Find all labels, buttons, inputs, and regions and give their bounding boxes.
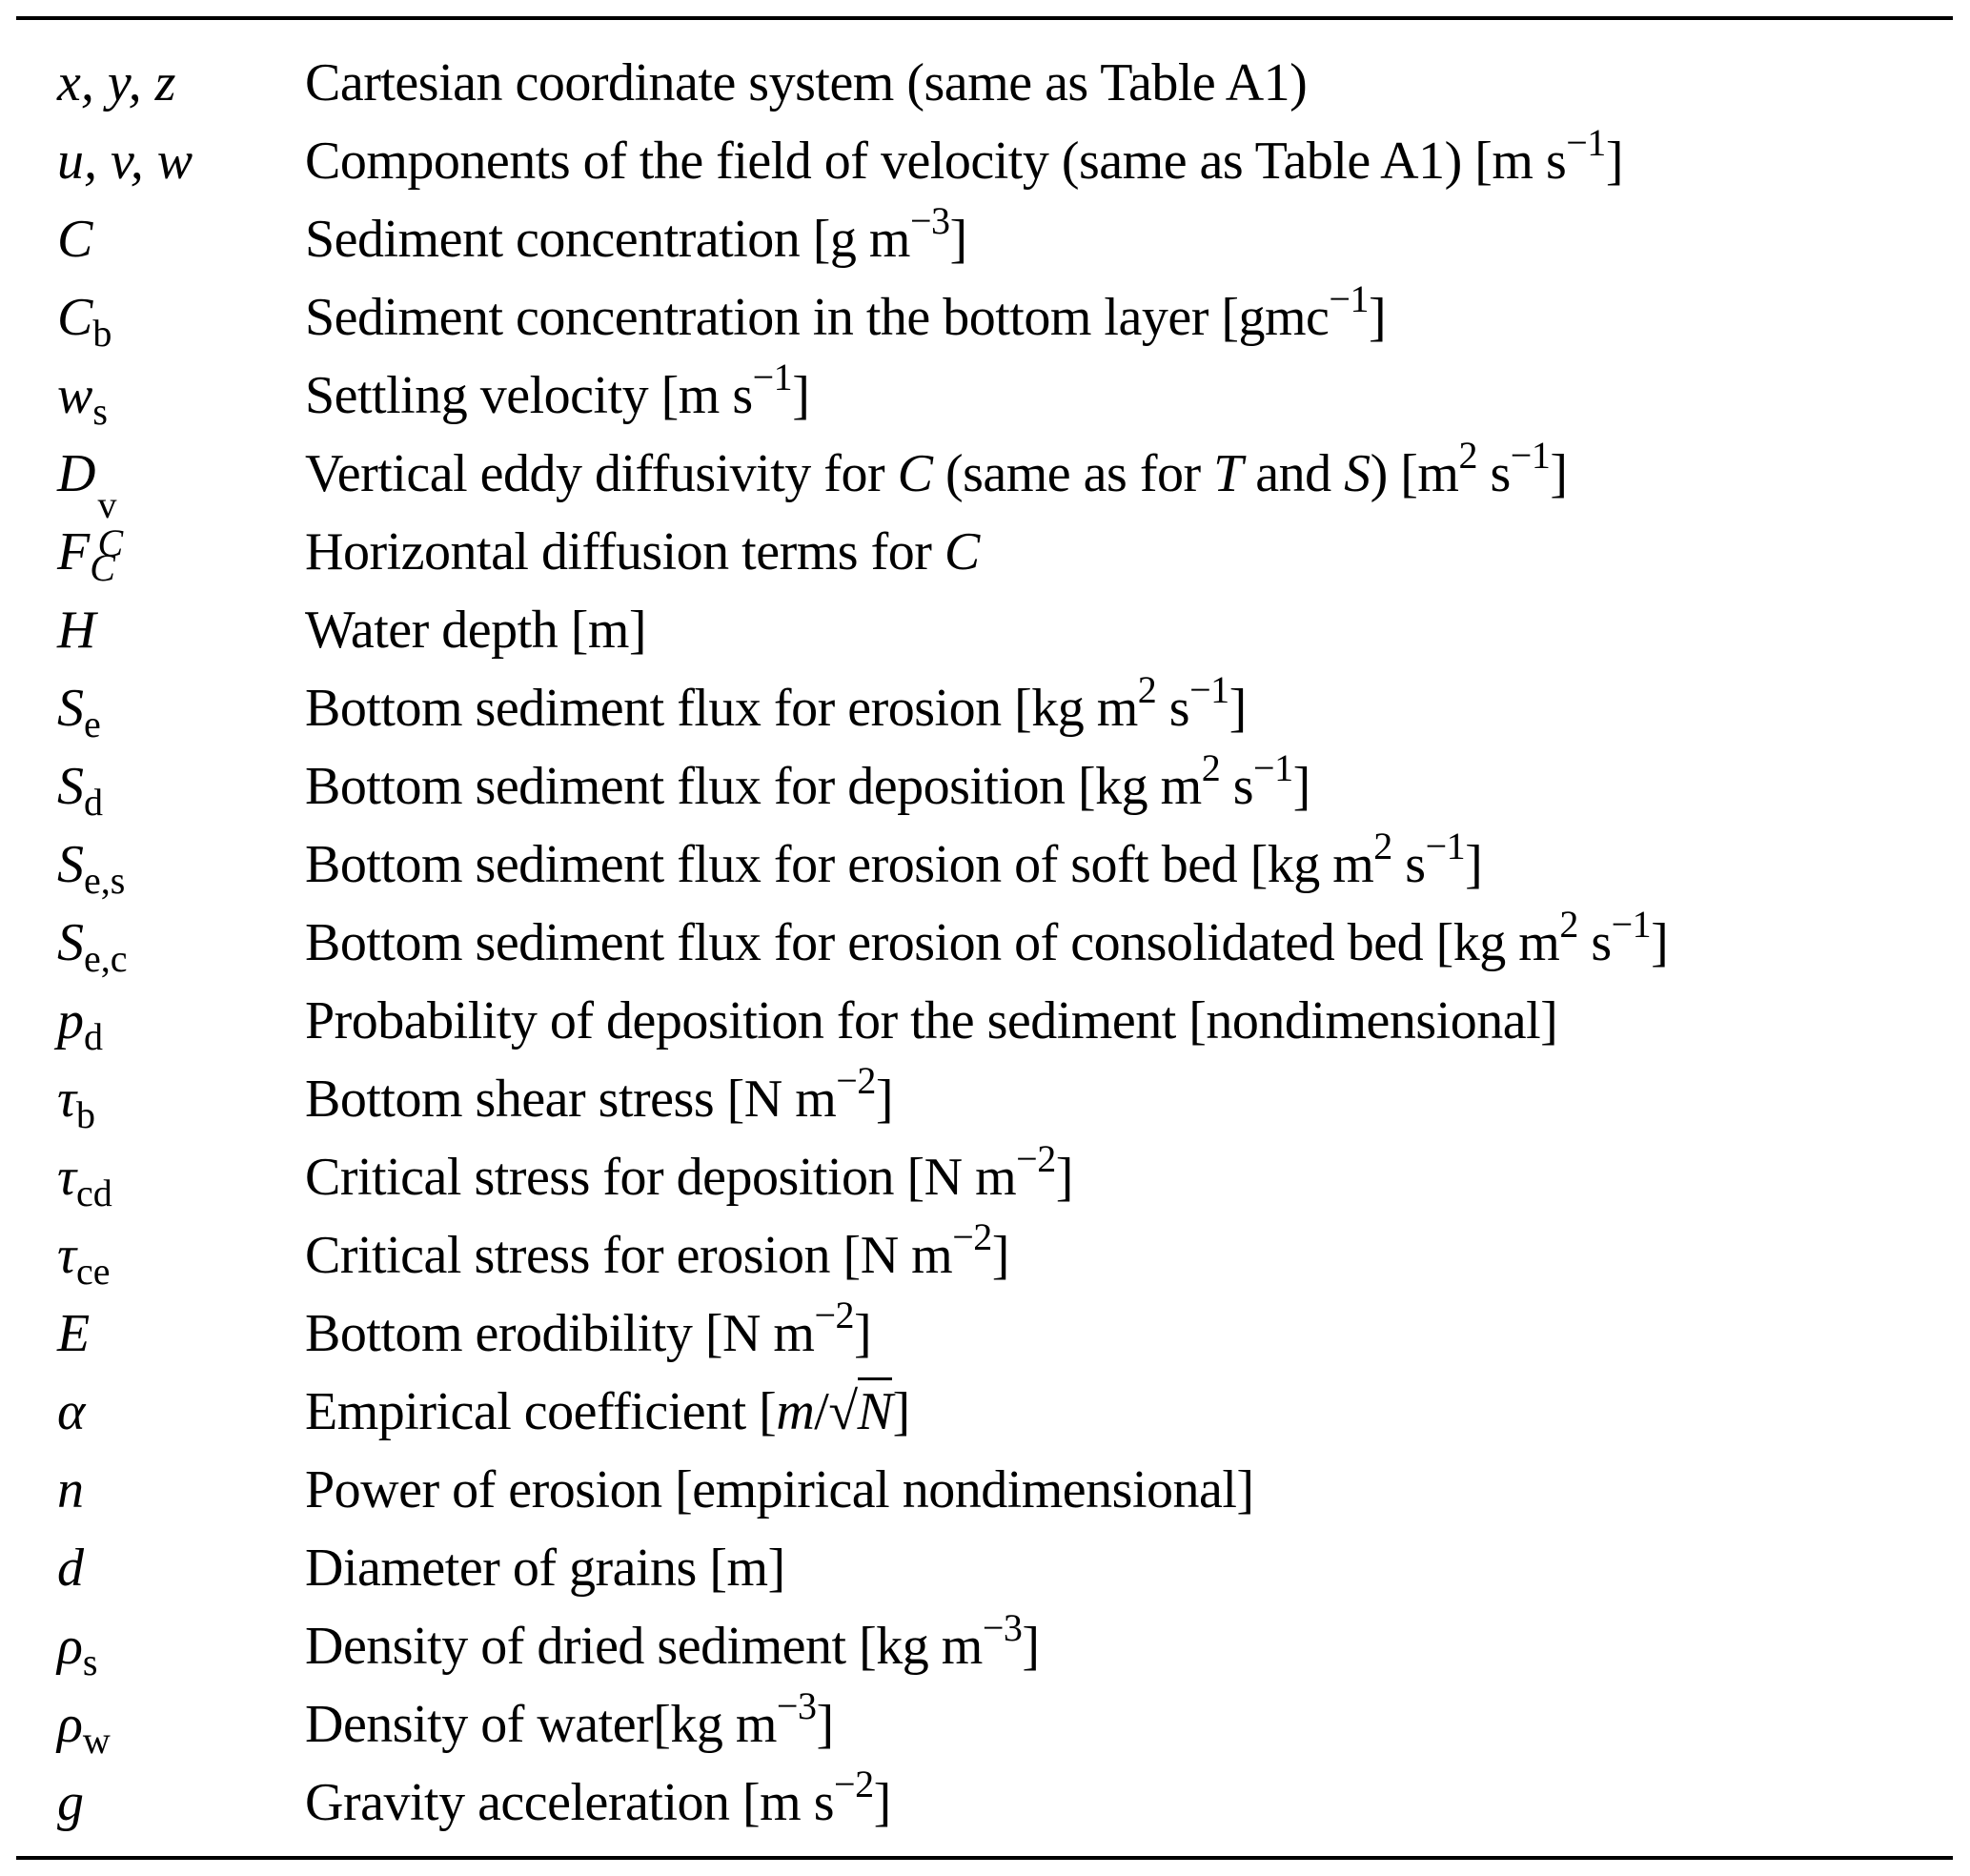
symbol: $F_C$ bbox=[57, 522, 115, 589]
symbol: d bbox=[57, 1539, 84, 1598]
description: Bottom shear stress [N $m^{-2}$] bbox=[305, 1059, 893, 1129]
description: Empirical coefficient [m/√N] bbox=[305, 1373, 910, 1451]
table-row bbox=[0, 1685, 1970, 1764]
description: Bottom sediment flux for erosion of soft bed [kg $m^2$ $s^{-1}$] bbox=[305, 825, 1483, 894]
symbol: H bbox=[57, 601, 96, 660]
table-row bbox=[0, 904, 1970, 982]
description: Critical stress for erosion [N $m^{-2}$] bbox=[305, 1215, 1009, 1285]
table-row bbox=[0, 1138, 1970, 1216]
table-row bbox=[0, 200, 1970, 278]
table-row bbox=[0, 1295, 1970, 1373]
table-row bbox=[0, 1764, 1970, 1842]
description: Vertical eddy diffusivity for C (same as for T and S) [$m^2$ $s^{-1}$] bbox=[305, 434, 1568, 503]
symbol: C bbox=[57, 210, 93, 269]
table-row bbox=[0, 1060, 1970, 1138]
table-row bbox=[0, 44, 1970, 122]
table-row bbox=[0, 1607, 1970, 1685]
symbol: $C_b$ bbox=[57, 288, 112, 355]
description: Settling velocity [m $s^{-1}$] bbox=[305, 356, 810, 425]
symbol: α bbox=[57, 1382, 86, 1441]
description: Sediment concentration [g $m^{-3}$] bbox=[305, 199, 967, 269]
table-row bbox=[0, 591, 1970, 669]
table-row bbox=[0, 1216, 1970, 1295]
description: Gravity acceleration [m $s^{-2}$] bbox=[305, 1763, 891, 1832]
description: Bottom sediment flux for erosion of consolidated bed [kg $m^2$ $s^{-1}$] bbox=[305, 903, 1669, 972]
description: Critical stress for deposition [N $m^{-2}$] bbox=[305, 1137, 1073, 1207]
symbol: x, y, z bbox=[57, 53, 176, 112]
description: Horizontal diffusion terms for C bbox=[305, 522, 980, 581]
symbol: u, v, w bbox=[57, 132, 193, 191]
symbol: $S_{e,c}$ bbox=[57, 913, 128, 980]
table-row bbox=[0, 1373, 1970, 1451]
description: Bottom sediment flux for erosion [kg $m^2$ $s^{-1}$] bbox=[305, 668, 1247, 738]
description: Bottom erodibility [N $m^{-2}$] bbox=[305, 1294, 872, 1363]
description: Cartesian coordinate system (same as Table A1) bbox=[305, 53, 1308, 112]
table-row bbox=[0, 122, 1970, 200]
table-row bbox=[0, 826, 1970, 904]
table-top-rule bbox=[16, 16, 1953, 20]
table-row bbox=[0, 1529, 1970, 1607]
table-bottom-rule bbox=[16, 1856, 1953, 1860]
table-row bbox=[0, 357, 1970, 435]
sqrt-symbol: √ bbox=[828, 1382, 858, 1441]
description: Probability of deposition for the sediment [nondimensional] bbox=[305, 991, 1558, 1050]
symbol: g bbox=[57, 1773, 84, 1832]
description: Density of water[kg $m^{-3}$] bbox=[305, 1684, 834, 1754]
table-row bbox=[0, 513, 1970, 591]
symbol: $\rho_s$ bbox=[57, 1617, 98, 1683]
symbol: $S_{e,s}$ bbox=[57, 835, 126, 902]
symbol: $w_s$ bbox=[57, 366, 108, 433]
symbol: $\tau_{ce}$ bbox=[57, 1226, 111, 1293]
symbol: $p_d$ bbox=[57, 991, 103, 1058]
symbol: $\tau_{cd}$ bbox=[57, 1148, 112, 1214]
table-row bbox=[0, 982, 1970, 1060]
symbol: E bbox=[57, 1304, 91, 1363]
table-row bbox=[0, 669, 1970, 747]
description: Diameter of grains [m] bbox=[305, 1539, 785, 1598]
symbol: $S_d$ bbox=[57, 757, 103, 824]
table-row bbox=[0, 1451, 1970, 1529]
table-row bbox=[0, 278, 1970, 357]
symbol: n bbox=[57, 1460, 84, 1519]
table-row bbox=[0, 747, 1970, 826]
description: Sediment concentration in the bottom layer [gmc$^{-1}$] bbox=[305, 277, 1387, 347]
description: Water depth [m] bbox=[305, 601, 647, 660]
symbol: $S_e$ bbox=[57, 679, 101, 745]
description: Bottom sediment flux for deposition [kg $m^2$ $s^{-1}$] bbox=[305, 746, 1310, 816]
description: Power of erosion [empirical nondimensional] bbox=[305, 1460, 1254, 1519]
symbol: $\tau_b$ bbox=[57, 1070, 96, 1136]
description: Components of the field of velocity (same as Table A1) [m $s^{-1}$] bbox=[305, 121, 1623, 191]
symbol: $\rho_w$ bbox=[57, 1695, 111, 1762]
symbol: D v C bbox=[57, 444, 124, 564]
description: Density of dried sediment [kg $m^{-3}$] bbox=[305, 1606, 1040, 1676]
